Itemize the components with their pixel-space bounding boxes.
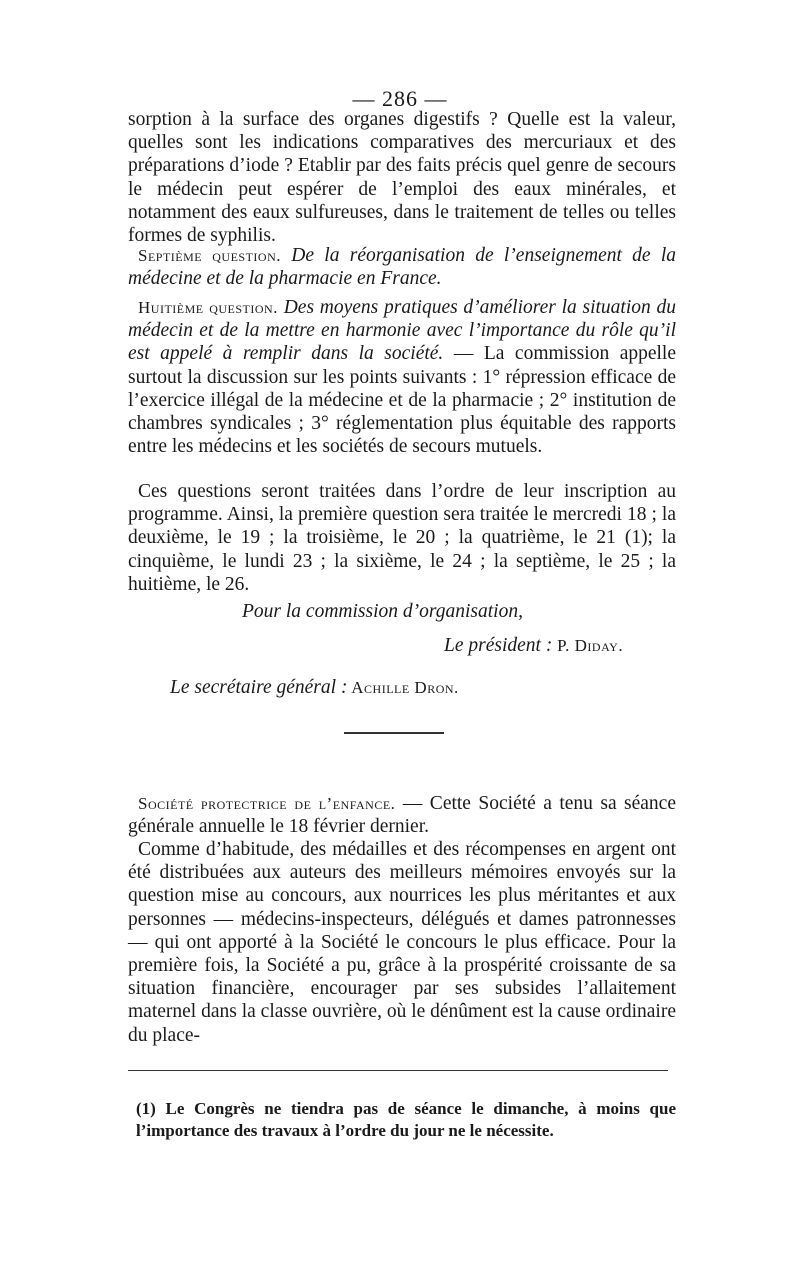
signature-commission: Pour la commission d’organisation, (242, 601, 523, 622)
section-divider (344, 732, 444, 734)
question-8-label: Huitième question. (138, 298, 278, 317)
page-number: — 286 — (352, 86, 448, 111)
footnote-rule (128, 1070, 668, 1071)
secretary-label: Le secrétaire général : (170, 677, 348, 698)
societe-label: Société protectrice de l’enfance. (138, 794, 396, 813)
question-8-body: — La commission appelle surtout la discussion sur les points suivants : 1° répression efficace de l’exercice illégal de la médecine et de la pharmacie ; 2° institution de chambres syndicales ; 3° réglementation plus équitable des rapports entre les médecins et les sociétés de secours mutuels. (128, 343, 677, 458)
signature-president (444, 635, 623, 657)
president-name: P. Diday. (552, 636, 624, 655)
paragraph-question-8 (128, 296, 676, 458)
question-7-label: Septième question. (138, 246, 282, 265)
signature-secretary (170, 677, 459, 699)
question-7-title: De la réorganisation de l’enseignement de la médecine et de la pharmacie en France. (128, 245, 677, 290)
footnote: (1) Le Congrès ne tiendra pas de séance le dimanche, à moins que l’importance des travaux à l’ordre du jour ne le nécessite. (136, 1099, 676, 1140)
paragraph-societe (128, 792, 676, 838)
secretary-name: Achille Dron. (347, 678, 459, 697)
paragraph-comme: Comme d’habitude, des médailles et des récompenses en argent ont été distribuées aux auteurs des meilleurs mémoires envoyés sur la question mise au concours, aux nourrices les plus méritantes et aux personnes — médecins-inspecteurs, délégués et dames patronnesses — qui ont apporté à la Société le concours le plus efficace. Pour la première fois, la Société a pu, grâce à la prospérité croissante de sa situation financière, encourager par ses subsides l’allaitement maternel dans la classe ouvrière, où le dénûment est la cause ordinaire du place- (128, 839, 676, 1046)
president-label: Le président : (444, 635, 553, 656)
paragraph-schedule: Ces questions seront traitées dans l’ordre de leur inscription au programme. Ainsi, la première question sera traitée le mercredi 18 ; la deuxième, le 19 ; la troisième, le 20 ; la quatrième, le 21 (1); la cinquième, le lundi 23 ; la sixième, le 24 ; la septième, le 25 ; la huitième, le 26. (128, 481, 676, 595)
paragraph-question-7 (128, 244, 676, 290)
question-8-title: Des moyens pratiques d’améliorer la situation du médecin et de la mettre en harmonie avec l’importance du rôle qu’il est appelé à remplir dans la société. (128, 297, 677, 365)
societe-body: — Cette Société a tenu sa séance générale annuelle le 18 février dernier. (128, 793, 676, 838)
paragraph-syphilis: sorption à la surface des organes digestifs ? Quelle est la valeur, quelles sont les indications comparatives des mercuriaux et des préparations d’iode ? Etablir par des faits précis quel genre de secours le médecin peut espérer de l’emploi des eaux minérales, et notamment des eaux sulfureuses, dans le traitement de telles ou telles formes de syphilis. (128, 109, 676, 247)
